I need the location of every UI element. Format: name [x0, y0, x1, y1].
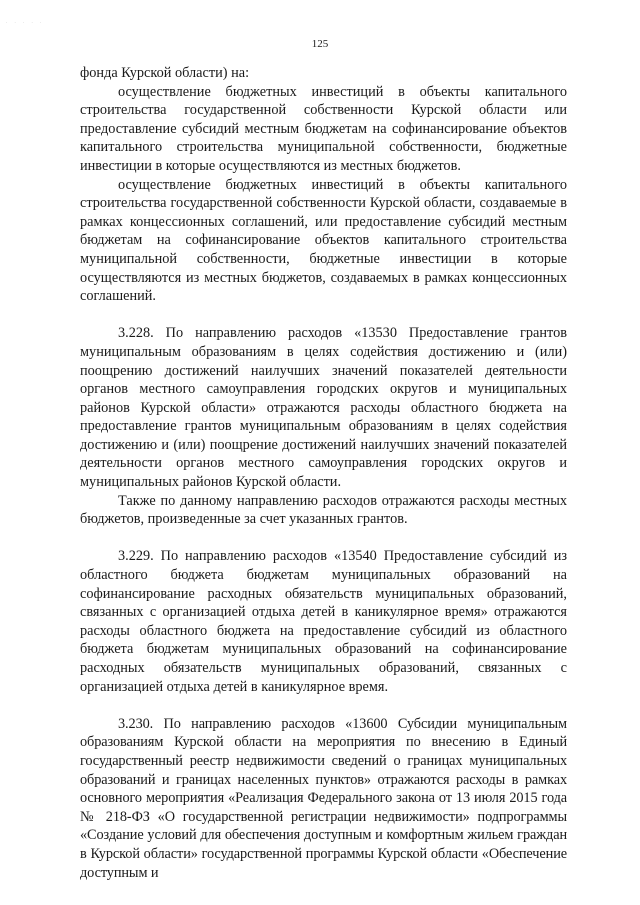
paragraph-3-229: 3.229. По направлению расходов «13540 Предоставление субсидий из областного бюджета бюджетам муниципальных образований на софинансирование расходных обязательств муниципальных образований, связанных с организацией отдыха детей в каникулярное время» отражаются расходы областного бюджета на предоставление субсидий из областного бюджета бюджетам муниципальных образований на софинансирование расходных обязательств муниципальных образований, связанных с организацией отдыха детей в каникулярное время.: [80, 548, 567, 695]
scan-marks: . . . . .: [6, 20, 45, 25]
document-body: [80, 64, 567, 882]
paragraph-list-item-2: осуществление бюджетных инвестиций в объекты капитального строительства государственной собственности Курской области, создаваемые в рамках концессионных соглашений, или предоставление субсидий местным бюджетам на софинансирование объектов капитального строительства муниципальной собственности, бюджетные инвестиции в которые осуществляются из местных бюджетов, создаваемых в рамках концессионных соглашений.: [80, 176, 567, 305]
paragraph-continuation: фонда Курской области) на:: [80, 65, 250, 81]
page-number: 125: [311, 38, 329, 50]
paragraph-3-230: 3.230. По направлению расходов «13600 Субсидии муниципальным образованиям Курской области на мероприятия по внесению в Единый государственный реестр недвижимости сведений о границах муниципальных образований и границах населенных пунктов» отражаются расходы в рамках основного мероприятия «Реализация Федерального закона от 13 июля 2015 года № 218-ФЗ «О государственной регистрации недвижимости» подпрограммы «Создание условий для обеспечения доступным и комфортным жильем граждан в Курской области» государственной программы Курской области «Обеспечение доступным и: [80, 715, 567, 881]
paragraph-3-228-note: Также по данному направлению расходов отражаются расходы местных бюджетов, произведенные за счет указанных грантов.: [80, 492, 567, 528]
paragraph-list-item-1: осуществление бюджетных инвестиций в объекты капитального строительства государственной собственности Курской области или предоставление субсидий местным бюджетам на софинансирование объектов капитального строительства муниципальной собственности, бюджетные инвестиции в которые осуществляются из местных бюджетов.: [80, 83, 567, 174]
paragraph-3-228: 3.228. По направлению расходов «13530 Предоставление грантов муниципальным образованиям в целях содействия достижению и (или) поощрению достижений наилучших значений показателей деятельности органов местного самоуправления городских округов и муниципальных районов Курской области» отражаются расходы областного бюджета на предоставление грантов муниципальным образованиям в целях содействия достижению и (или) поощрение достижений наилучших значений показателей деятельности органов местного самоуправления городских округов и муниципальных районов Курской области.: [80, 325, 567, 491]
